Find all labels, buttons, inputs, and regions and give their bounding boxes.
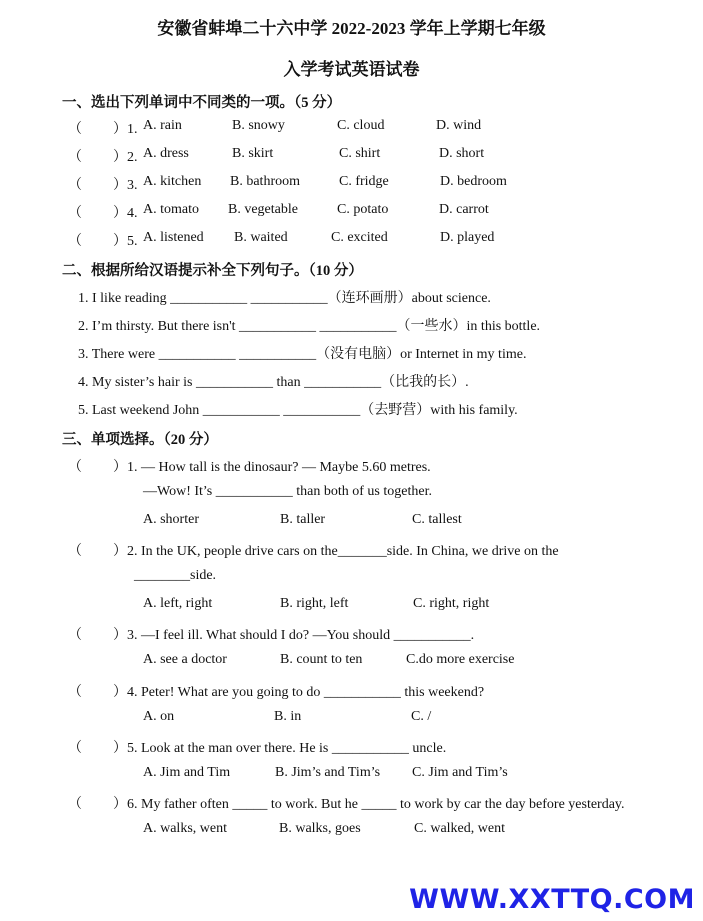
question-stem: ）5. Look at the man over there. He is ___________ uncle. xyxy=(113,741,447,756)
site-watermark: WWW.XXTTQ.COM xyxy=(409,884,695,915)
option-b: B. right, left xyxy=(280,596,349,611)
option-a: A. on xyxy=(143,709,175,724)
fill-in-sentence: 2. I’m thirsty. But there isn't ___________ ___________（一些水）in this bottle. xyxy=(78,319,541,334)
answer-paren: （ xyxy=(68,460,82,475)
option-b: B. in xyxy=(274,709,302,724)
option-b: B. Jim’s and Tim’s xyxy=(275,765,381,780)
option-a: A. dress xyxy=(143,146,189,161)
option-c: C. excited xyxy=(331,230,388,245)
option-a: A. Jim and Tim xyxy=(143,765,231,780)
option-b: B. taller xyxy=(280,512,326,527)
answer-paren: （ xyxy=(68,544,82,559)
option-c: C. shirt xyxy=(339,146,381,161)
option-a: A. rain xyxy=(143,118,182,133)
option-c: C. Jim and Tim’s xyxy=(412,765,508,780)
option-c: C. tallest xyxy=(412,512,462,527)
section1-heading: 一、选出下列单词中不同类的一项。（5 分） xyxy=(62,95,342,111)
question-number: ）4. xyxy=(113,206,138,221)
option-b: B. count to ten xyxy=(280,652,363,667)
option-c: C. cloud xyxy=(337,118,385,133)
option-d: D. bedroom xyxy=(440,174,507,189)
option-d: D. carrot xyxy=(439,202,489,217)
option-c: C. walked, went xyxy=(414,821,505,836)
option-a: A. tomato xyxy=(143,202,199,217)
question-number: ）3. xyxy=(113,178,138,193)
exam-title-line1: 安徽省蚌埠二十六中学 2022-2023 学年上学期七年级 xyxy=(157,19,546,38)
question-number: ）2. xyxy=(113,150,138,165)
section3-heading: 三、单项选择。（20 分） xyxy=(62,432,218,448)
question-number: ）1. xyxy=(113,122,138,137)
option-d: D. wind xyxy=(436,118,482,133)
answer-paren: （ xyxy=(68,797,82,812)
option-c: C.do more exercise xyxy=(406,652,515,667)
question-number: ）5. xyxy=(113,234,138,249)
fill-in-sentence: 3. There were ___________ ___________（没有电脑）or Internet in my time. xyxy=(78,347,527,362)
option-b: B. walks, goes xyxy=(279,821,361,836)
option-b: B. skirt xyxy=(232,146,274,161)
option-c: C. potato xyxy=(337,202,389,217)
option-d: D. played xyxy=(440,230,495,245)
option-b: B. snowy xyxy=(232,118,285,133)
question-stem: ）1. — How tall is the dinosaur? — Maybe 5.60 metres. xyxy=(113,460,431,475)
option-a: A. kitchen xyxy=(143,174,202,189)
option-c: C. / xyxy=(411,709,432,724)
fill-in-sentence: 5. Last weekend John ___________ ___________（去野营）with his family. xyxy=(78,403,518,418)
option-a: A. see a doctor xyxy=(143,652,227,667)
option-b: B. bathroom xyxy=(230,174,300,189)
fill-in-sentence: 1. I like reading ___________ ___________（连环画册）about science. xyxy=(78,291,491,306)
question-stem: ）3. —I feel ill. What should I do? —You should ___________. xyxy=(113,628,475,643)
answer-paren: （ xyxy=(68,122,82,137)
question-stem: ）6. My father often _____ to work. But he _____ to work by car the day before yesterday. xyxy=(113,797,625,812)
option-c: C. fridge xyxy=(339,174,389,189)
question-stem-cont: —Wow! It’s ___________ than both of us together. xyxy=(143,484,432,499)
answer-paren: （ xyxy=(68,234,82,249)
option-a: A. walks, went xyxy=(143,821,227,836)
fill-in-sentence: 4. My sister’s hair is ___________ than ___________（比我的长）. xyxy=(78,375,469,390)
option-b: B. waited xyxy=(234,230,288,245)
option-d: D. short xyxy=(439,146,485,161)
exam-title-line2: 入学考试英语试卷 xyxy=(283,60,420,79)
option-a: A. shorter xyxy=(143,512,199,527)
question-stem: ）2. In the UK, people drive cars on the_______side. In China, we drive on the xyxy=(113,544,559,559)
answer-paren: （ xyxy=(68,178,82,193)
answer-paren: （ xyxy=(68,150,82,165)
answer-paren: （ xyxy=(68,206,82,221)
question-stem: ）4. Peter! What are you going to do ___________ this weekend? xyxy=(113,685,485,700)
question-stem-cont: ________side. xyxy=(134,568,217,583)
option-b: B. vegetable xyxy=(228,202,298,217)
option-a: A. left, right xyxy=(143,596,213,611)
section2-heading: 二、根据所给汉语提示补全下列句子。（10 分） xyxy=(62,263,363,279)
answer-paren: （ xyxy=(68,741,82,756)
answer-paren: （ xyxy=(68,628,82,643)
answer-paren: （ xyxy=(68,685,82,700)
option-a: A. listened xyxy=(143,230,204,245)
option-c: C. right, right xyxy=(413,596,490,611)
